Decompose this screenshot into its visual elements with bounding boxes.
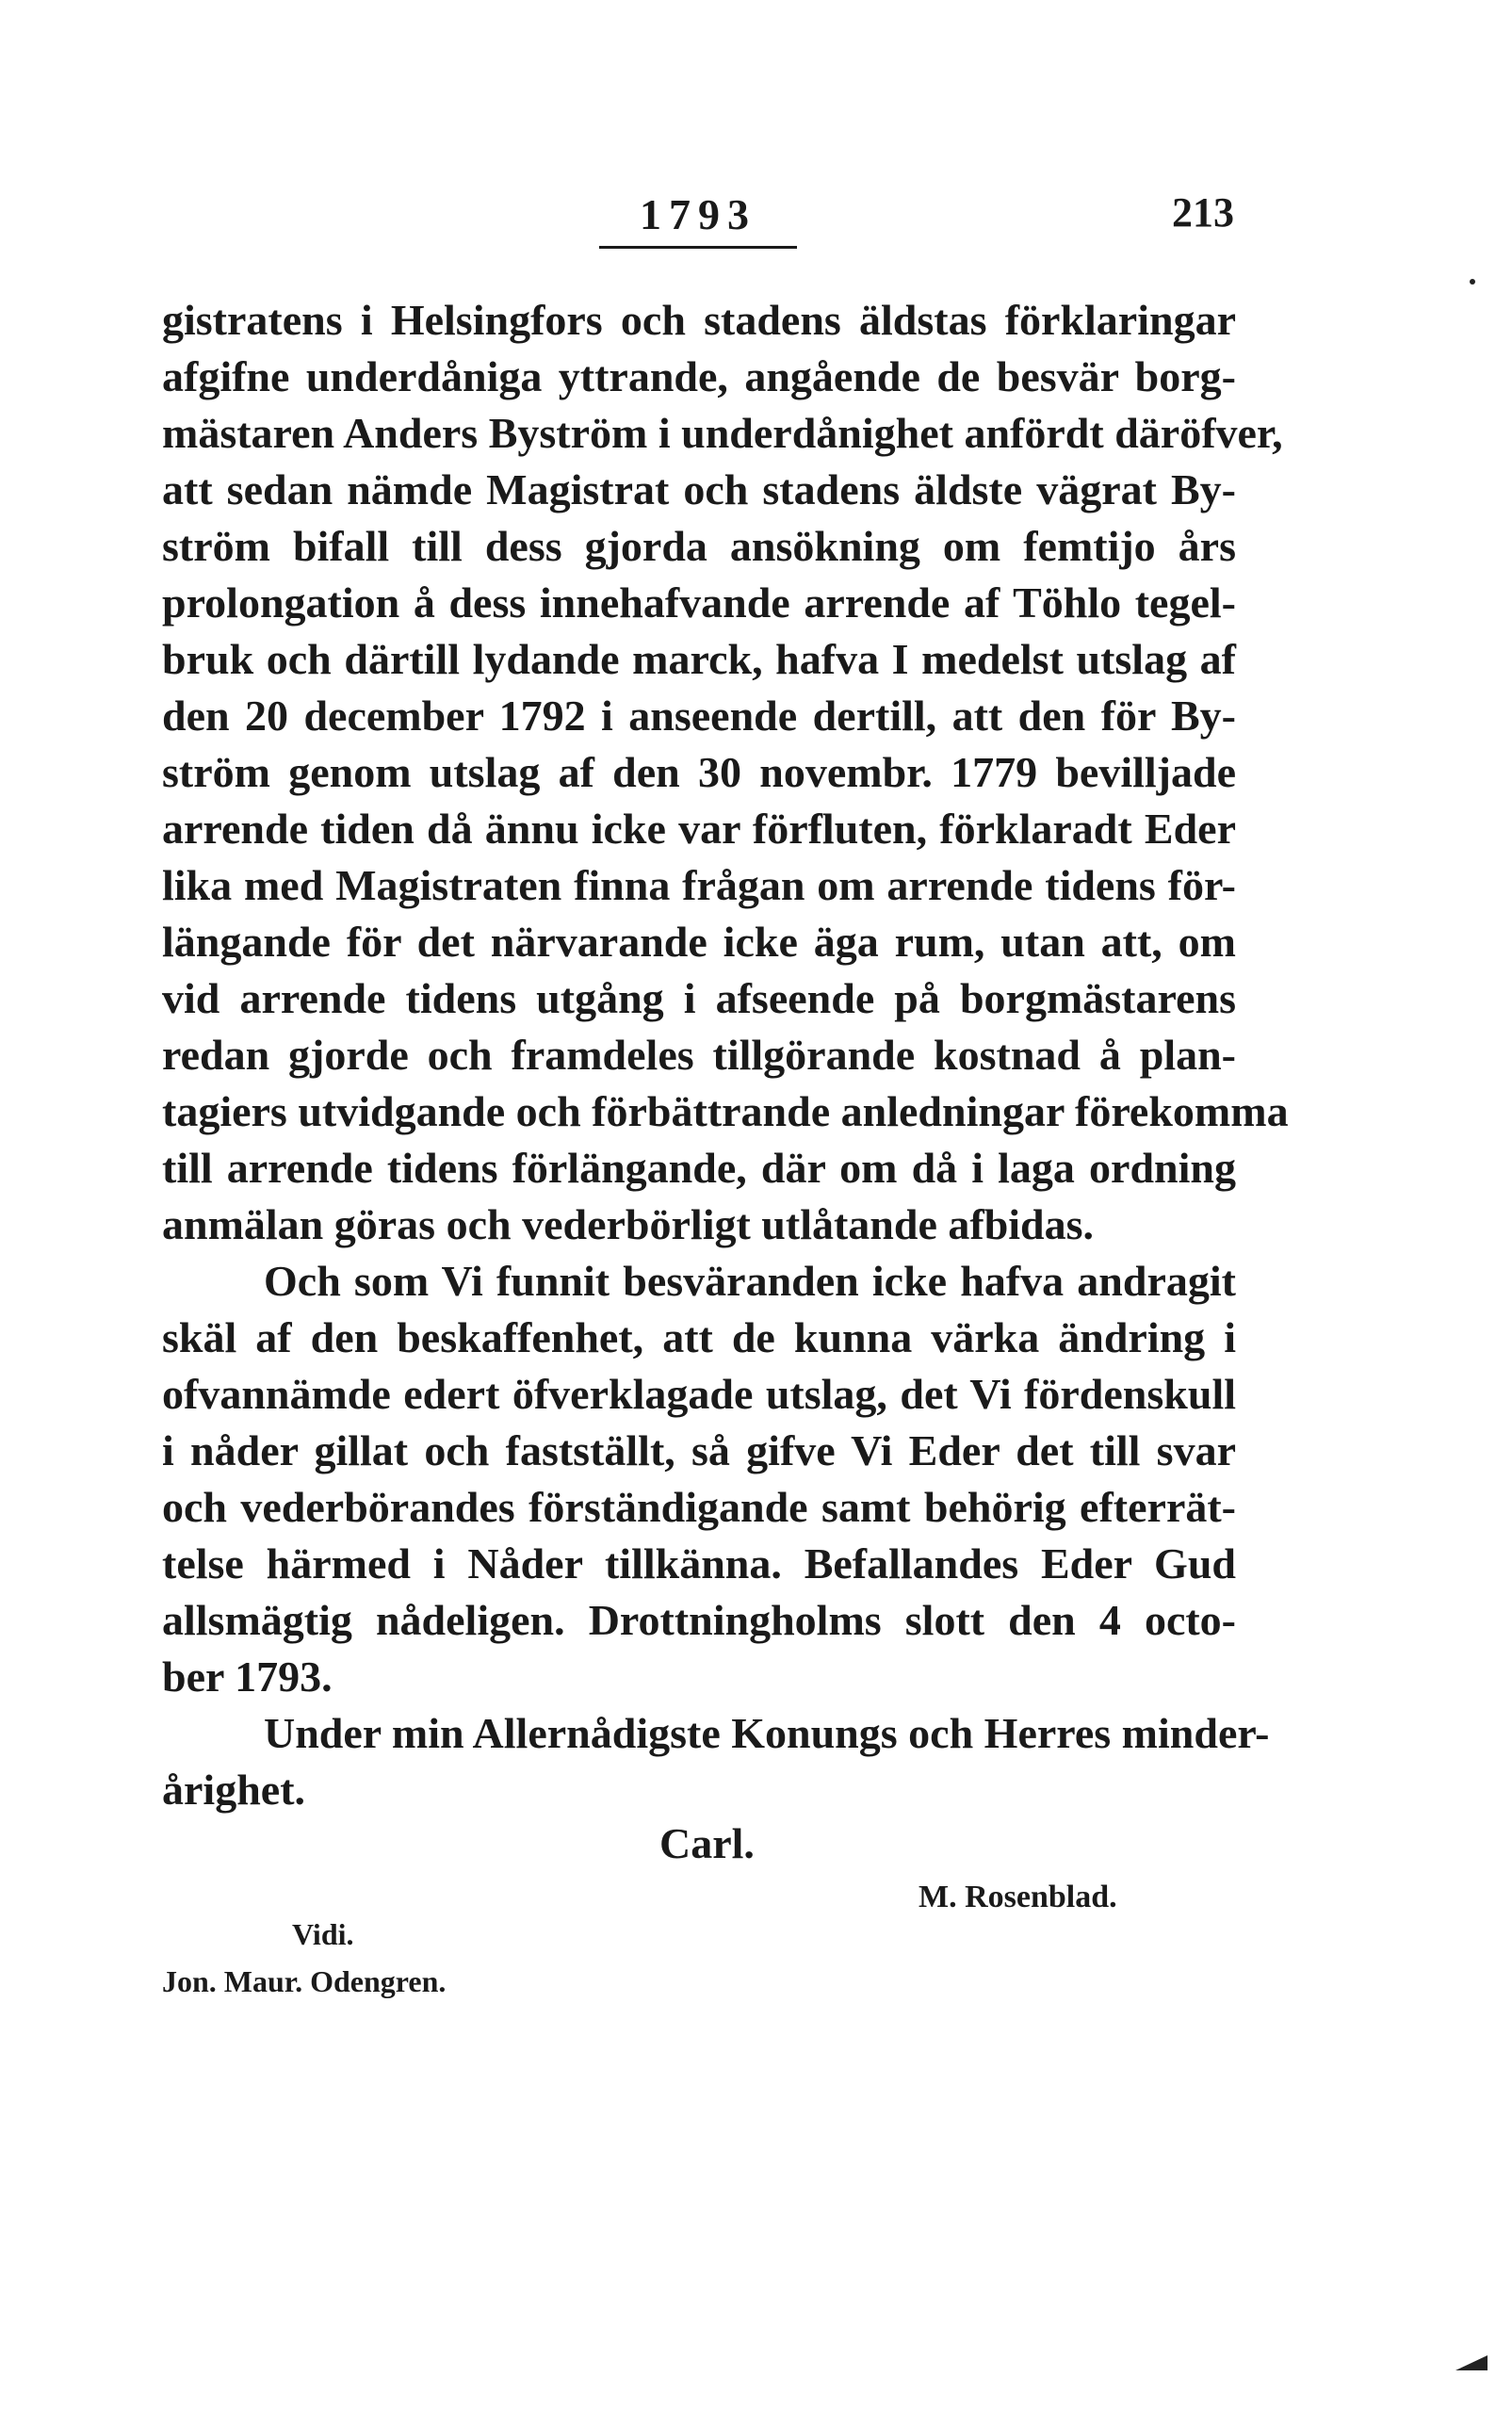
text-line: Under min Allernådigste Konungs och Herres minder- [264, 1709, 1270, 1757]
text-line: Och som Vi funnit besväranden icke hafva andragit [264, 1257, 1236, 1305]
text-line: ber 1793. [162, 1653, 333, 1701]
body-text [162, 292, 1289, 1818]
text-line: ofvannämde edert öfverklagade utslag, det Vi fördenskull [162, 1370, 1236, 1418]
text-line: arrende tiden då ännu icke var förfluten, förklaradt Eder [162, 805, 1236, 853]
signature-rosenblad: M. Rosenblad. [919, 1880, 1117, 1914]
ink-speck [1470, 279, 1475, 285]
text-line: den 20 december 1792 i anseende dertill, att den för By- [162, 692, 1236, 740]
paragraph-3 [162, 1705, 1270, 1818]
text-line: gistratens i Helsingfors och stadens äldstas förklaringar [162, 296, 1236, 344]
page-header [0, 188, 1512, 264]
paragraph-1 [162, 292, 1289, 1253]
ink-speck [1455, 2355, 1488, 2370]
text-line: längande för det närvarande icke äga rum, utan att, om [162, 918, 1236, 966]
text-line: bruk och därtill lydande marck, hafva I medelst utslag af [162, 635, 1236, 683]
text-line: till arrende tidens förlängande, där om då i laga ordning [162, 1144, 1236, 1192]
page-number: 213 [1172, 189, 1234, 236]
text-line: afgifne underdåniga yttrande, angående de besvär borg- [162, 352, 1236, 400]
text-line: anmälan göras och vederbörligt utlåtande afbidas. [162, 1200, 1095, 1248]
running-head-year: 1793 [599, 188, 797, 249]
text-line: allsmägtig nådeligen. Drottningholms slott den 4 octo- [162, 1596, 1236, 1644]
text-line: och vederbörandes förständigande samt behörig efterrät- [162, 1483, 1236, 1531]
text-line: ström bifall till dess gjorda ansökning om femtijo års [162, 522, 1236, 570]
text-line: redan gjorde och framdeles tillgörande kostnad å plan- [162, 1031, 1236, 1079]
text-line: mästaren Anders Byström i underdånighet anfördt däröfver, [162, 409, 1283, 457]
text-line: vid arrende tidens utgång i afseende på borgmästarens [162, 974, 1236, 1022]
text-line: skäl af den beskaffenhet, att de kunna värka ändring i [162, 1313, 1236, 1361]
text-line: att sedan nämde Magistrat och stadens äldste vägrat By- [162, 465, 1236, 513]
signature-odengren: Jon. Maur. Odengren. [162, 1964, 447, 1998]
signature-vidi: Vidi. [292, 1917, 354, 1951]
text-line: tagiers utvidgande och förbättrande anledningar förekomma [162, 1087, 1289, 1135]
text-line: ström genom utslag af den 30 novembr. 1779 bevilljade [162, 748, 1236, 796]
signature-carl: Carl. [659, 1819, 755, 1867]
text-line: telse härmed i Nåder tillkänna. Befallandes Eder Gud [162, 1539, 1236, 1587]
text-line: lika med Magistraten finna frågan om arrende tidens för- [162, 861, 1236, 909]
text-line: i nåder gillat och fastställt, så gifve Vi Eder det till svar [162, 1426, 1236, 1474]
text-line: prolongation å dess innehafvande arrende af Töhlo tegel- [162, 578, 1236, 627]
paragraph-2 [162, 1253, 1236, 1705]
text-line: årighet. [162, 1766, 306, 1814]
